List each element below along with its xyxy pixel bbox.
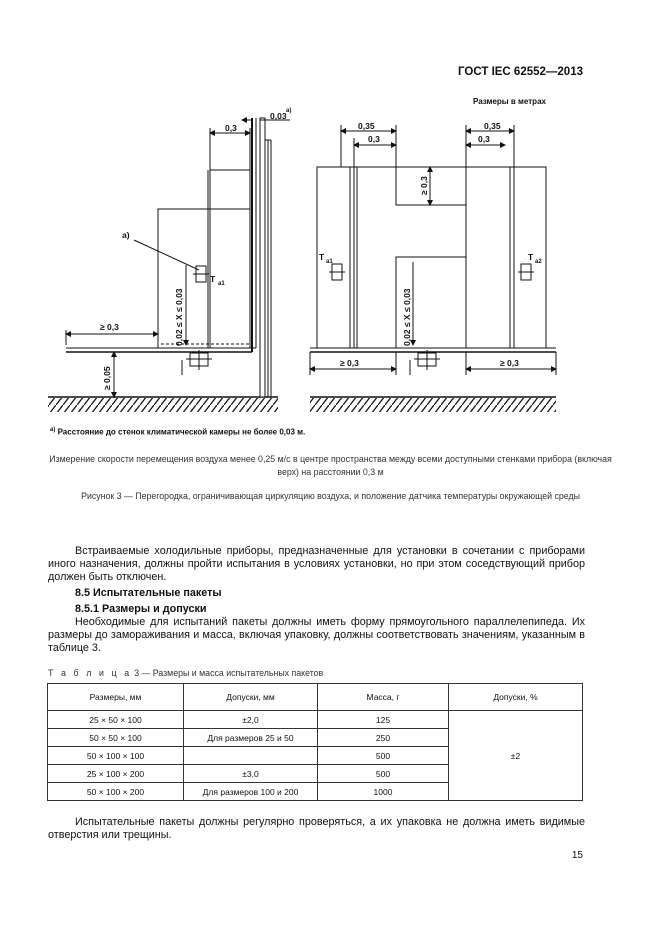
right-sensor-1: T: [319, 252, 325, 262]
right-dim-bottom-1: ≥ 0,3: [340, 358, 359, 368]
table-cell: ±2,0: [184, 711, 318, 729]
left-dim-top: 0,3: [225, 123, 237, 133]
table-cell: [449, 765, 583, 783]
table-cell: [184, 747, 318, 765]
right-sensor-1-sub: a1: [326, 259, 333, 265]
left-sensor: T: [210, 274, 216, 284]
figure-3-diagram: [0, 0, 661, 460]
right-dim-x: 0,02 ≤ X ≤ 0,03: [402, 288, 412, 346]
paragraph-packages: Необходимые для испытаний пакеты должны иметь форму прямоугольного параллелепипеда. Их размеры до замораживания и масса, включая упаковку, должны соответствовать значениям, указанным в таблице 3.: [48, 616, 585, 654]
right-sensor-2-sub: a2: [535, 259, 542, 265]
table-cell: [449, 711, 583, 729]
table-cell: ±3,0: [184, 765, 318, 783]
table-cell: [449, 783, 583, 801]
paragraph-built-in: Встраиваемые холодильные приборы, предназначенные для установки в сочетании с приборами иного назначения, должны пройти испытания в условиях установки, но при этом соседствующий прибор должен быть отключен.: [48, 545, 585, 583]
packages-table: [47, 683, 583, 801]
table-cell: ±2: [449, 747, 583, 765]
right-diagram: [310, 125, 556, 412]
figure-caption-note: Измерение скорости перемещения воздуха менее 0,25 м/с в центре пространства между всеми доступными стенками прибора (включая верх) на расстоянии 0,3 м: [49, 454, 612, 477]
footnote-mark: а): [50, 427, 56, 433]
table-cell: 25 × 50 × 100: [48, 711, 184, 729]
table-cell: 50 × 50 × 100: [48, 729, 184, 747]
table-cell: 50 × 100 × 200: [48, 783, 184, 801]
left-sensor-sub: a1: [218, 281, 225, 287]
figure-footnote: [50, 427, 305, 437]
table-header-cell: Размеры, мм: [48, 684, 184, 711]
right-dim-vert: ≥ 0,3: [419, 176, 429, 195]
left-dim-gap-sup: а): [286, 108, 292, 114]
left-dim-floor: ≥ 0,05: [102, 366, 112, 390]
table-header-cell: Масса, г: [318, 684, 449, 711]
right-sensor-2: T: [528, 252, 534, 262]
table-cell: Для размеров 25 и 50: [184, 729, 318, 747]
standard-header: ГОСТ IEC 62552—2013: [458, 66, 583, 78]
table-cell: 50 × 100 × 100: [48, 747, 184, 765]
left-diagram: [48, 118, 290, 412]
table-cell: 500: [318, 765, 449, 783]
left-dim-gap: 0,03: [270, 111, 287, 121]
left-label-a: а): [122, 230, 130, 240]
right-dim-bottom-2: ≥ 0,3: [500, 358, 519, 368]
table-cell: Для размеров 100 и 200: [184, 783, 318, 801]
right-dim-top-4: 0,3: [478, 134, 490, 144]
table-header-row: [48, 684, 583, 711]
table-cell: 500: [318, 747, 449, 765]
right-dim-top-1: 0,35: [358, 121, 375, 131]
right-dim-top-3: 0,35: [484, 121, 501, 131]
figure-caption: Рисунок 3 — Перегородка, ограничивающая циркуляцию воздуха, и положение датчика температуры окружающей среды: [81, 491, 580, 501]
table-header-cell: Допуски, %: [449, 684, 583, 711]
table-cell: 25 × 100 × 200: [48, 765, 184, 783]
paragraph-inspection: Испытательные пакеты должны регулярно проверяться, а их упаковка не должна иметь видимые отверстия или трещины.: [48, 816, 585, 841]
left-dim-x: 0,02 ≤ X ≤ 0,03: [174, 288, 184, 346]
table-header-cell: Допуски, мм: [184, 684, 318, 711]
table-caption-prefix: Т а б л и ц а: [48, 668, 132, 678]
section-heading-8-5-1: 8.5.1 Размеры и допуски: [75, 603, 207, 615]
table-row: [48, 783, 583, 801]
table-caption: [48, 668, 323, 678]
table-row: [48, 711, 583, 729]
table-caption-rest: 3 — Размеры и масса испытательных пакетов: [131, 668, 324, 678]
table-row: [48, 765, 583, 783]
table-cell: 1000: [318, 783, 449, 801]
table-row: [48, 747, 583, 765]
table-cell: 125: [318, 711, 449, 729]
units-note: Размеры в метрах: [473, 97, 546, 106]
section-heading-8-5: 8.5 Испытательные пакеты: [75, 587, 222, 599]
page-number: 15: [571, 850, 583, 861]
footnote-text: Расстояние до стенок климатической камеры не более 0,03 м.: [57, 427, 306, 437]
table-cell: 250: [318, 729, 449, 747]
table-cell: [449, 729, 583, 747]
left-dim-side: ≥ 0,3: [100, 322, 119, 332]
table-row: [48, 729, 583, 747]
right-dim-top-2: 0,3: [368, 134, 380, 144]
